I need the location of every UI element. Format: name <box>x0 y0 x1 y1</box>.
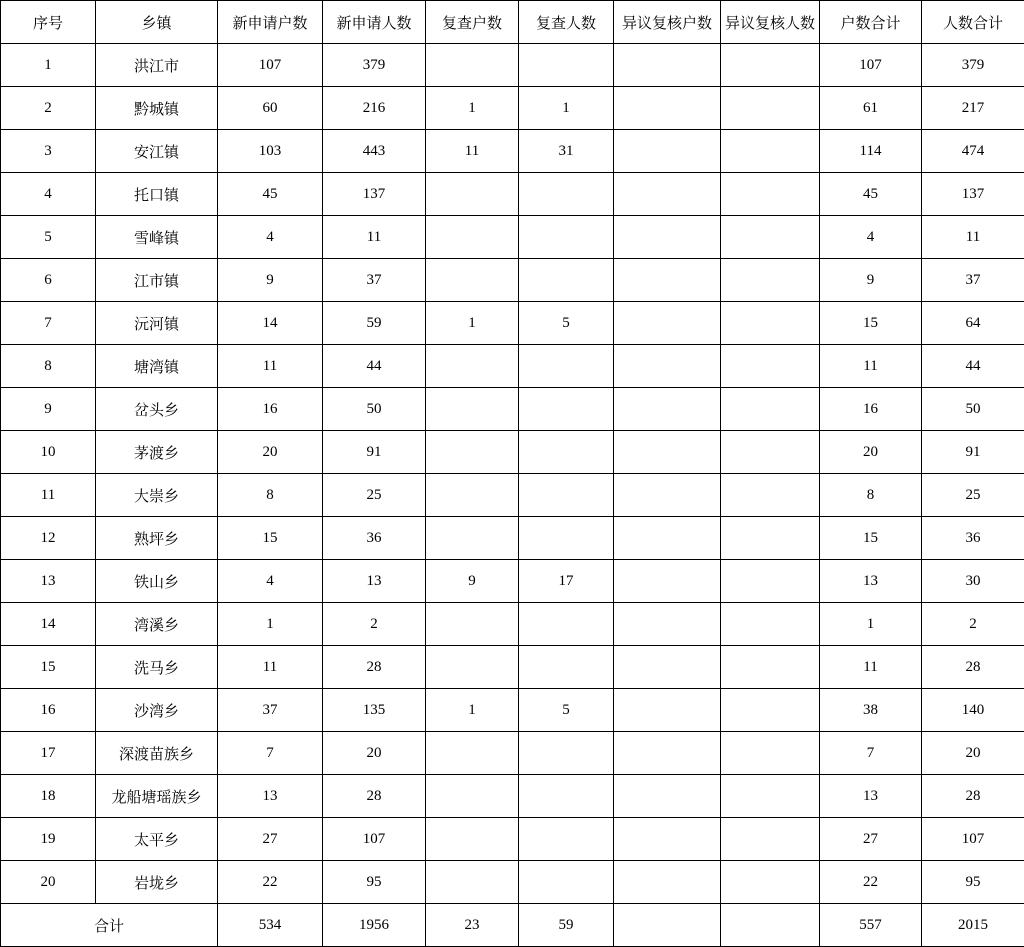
table-cell <box>519 861 614 904</box>
table-cell: 28 <box>922 646 1024 689</box>
table-cell <box>519 517 614 560</box>
table-cell: 59 <box>323 302 426 345</box>
table-cell: 龙船塘瑶族乡 <box>96 775 218 818</box>
table-cell: 1 <box>820 603 922 646</box>
table-cell: 沅河镇 <box>96 302 218 345</box>
table-cell: 9 <box>218 259 323 302</box>
table-cell: 20 <box>218 431 323 474</box>
table-cell: 太平乡 <box>96 818 218 861</box>
table-cell <box>426 259 519 302</box>
table-cell: 茅渡乡 <box>96 431 218 474</box>
table-cell <box>614 861 721 904</box>
table-cell: 27 <box>820 818 922 861</box>
table-cell: 11 <box>820 646 922 689</box>
table-cell <box>721 173 820 216</box>
table-cell: 13 <box>323 560 426 603</box>
table-cell: 379 <box>323 44 426 87</box>
table-cell <box>721 517 820 560</box>
table-row <box>1 818 1024 861</box>
table-cell: 15 <box>218 517 323 560</box>
table-cell: 14 <box>1 603 96 646</box>
table-row <box>1 775 1024 818</box>
table-cell <box>519 345 614 388</box>
table-cell: 13 <box>820 775 922 818</box>
table-cell: 16 <box>218 388 323 431</box>
table-cell <box>426 732 519 775</box>
table-cell: 5 <box>519 302 614 345</box>
table-cell: 11 <box>820 345 922 388</box>
table-row <box>1 431 1024 474</box>
table-cell: 13 <box>1 560 96 603</box>
table-cell: 95 <box>323 861 426 904</box>
table-cell <box>721 259 820 302</box>
table-cell: 洪江市 <box>96 44 218 87</box>
table-cell: 1 <box>426 302 519 345</box>
table-cell <box>614 87 721 130</box>
table-cell <box>426 775 519 818</box>
header-row <box>1 1 1024 44</box>
table-cell: 28 <box>922 775 1024 818</box>
table-cell: 36 <box>323 517 426 560</box>
table-cell <box>614 130 721 173</box>
table-cell: 17 <box>1 732 96 775</box>
table-cell: 18 <box>1 775 96 818</box>
table-cell <box>614 646 721 689</box>
table-cell: 1 <box>426 87 519 130</box>
total-label-cell: 合计 <box>1 904 218 947</box>
table-cell: 江市镇 <box>96 259 218 302</box>
table-cell: 9 <box>1 388 96 431</box>
table-row <box>1 345 1024 388</box>
table-cell <box>721 87 820 130</box>
table-cell: 61 <box>820 87 922 130</box>
table-cell: 6 <box>1 259 96 302</box>
table-cell <box>721 603 820 646</box>
table-cell <box>614 302 721 345</box>
table-cell: 20 <box>323 732 426 775</box>
table-cell: 91 <box>922 431 1024 474</box>
table-cell <box>614 732 721 775</box>
table-cell <box>614 173 721 216</box>
table-cell <box>426 603 519 646</box>
header-cell: 户数合计 <box>820 1 922 44</box>
table-cell: 14 <box>218 302 323 345</box>
table-row <box>1 732 1024 775</box>
table-cell <box>721 431 820 474</box>
total-value-cell: 59 <box>519 904 614 947</box>
total-value-cell: 557 <box>820 904 922 947</box>
table-cell: 50 <box>922 388 1024 431</box>
table-cell <box>614 431 721 474</box>
table-cell: 103 <box>218 130 323 173</box>
table-cell: 深渡苗族乡 <box>96 732 218 775</box>
table-cell: 15 <box>1 646 96 689</box>
table-row <box>1 560 1024 603</box>
table-cell <box>721 302 820 345</box>
table-cell: 雪峰镇 <box>96 216 218 259</box>
table-cell: 1 <box>218 603 323 646</box>
table-cell: 37 <box>323 259 426 302</box>
table-cell: 16 <box>820 388 922 431</box>
table-cell: 10 <box>1 431 96 474</box>
table-cell: 20 <box>922 732 1024 775</box>
table-cell: 20 <box>1 861 96 904</box>
table-cell <box>721 689 820 732</box>
header-cell: 新申请人数 <box>323 1 426 44</box>
table-cell <box>426 388 519 431</box>
table-cell <box>519 259 614 302</box>
table-cell <box>721 130 820 173</box>
table-cell <box>614 775 721 818</box>
table-cell: 217 <box>922 87 1024 130</box>
table-cell: 135 <box>323 689 426 732</box>
header-cell: 异议复核户数 <box>614 1 721 44</box>
table-cell: 36 <box>922 517 1024 560</box>
table-cell: 443 <box>323 130 426 173</box>
table-cell: 37 <box>218 689 323 732</box>
table-cell <box>426 474 519 517</box>
table-cell <box>426 646 519 689</box>
table-cell: 31 <box>519 130 614 173</box>
table-cell <box>614 388 721 431</box>
table-cell: 9 <box>426 560 519 603</box>
table-cell <box>721 861 820 904</box>
table-cell <box>721 44 820 87</box>
table-cell <box>426 216 519 259</box>
table-row <box>1 689 1024 732</box>
table-cell: 28 <box>323 775 426 818</box>
table-cell <box>519 216 614 259</box>
table-cell: 38 <box>820 689 922 732</box>
header-cell: 人数合计 <box>922 1 1024 44</box>
table-cell <box>721 216 820 259</box>
table-cell: 12 <box>1 517 96 560</box>
table-cell: 13 <box>820 560 922 603</box>
table-cell: 137 <box>922 173 1024 216</box>
table-cell: 沙湾乡 <box>96 689 218 732</box>
table-cell: 1 <box>426 689 519 732</box>
table-cell <box>426 861 519 904</box>
total-row <box>1 904 1024 947</box>
table-cell: 岩垅乡 <box>96 861 218 904</box>
header-cell: 序号 <box>1 1 96 44</box>
table-cell: 13 <box>218 775 323 818</box>
table-cell <box>614 603 721 646</box>
total-value-cell: 23 <box>426 904 519 947</box>
table-cell <box>614 517 721 560</box>
table-cell <box>721 646 820 689</box>
table-cell <box>519 732 614 775</box>
table-cell: 28 <box>323 646 426 689</box>
table-cell <box>721 474 820 517</box>
table-cell: 2 <box>1 87 96 130</box>
table-cell <box>519 173 614 216</box>
table-cell: 19 <box>1 818 96 861</box>
table-cell: 7 <box>820 732 922 775</box>
table-cell <box>519 646 614 689</box>
table-row <box>1 259 1024 302</box>
table-cell <box>426 44 519 87</box>
table-cell: 5 <box>519 689 614 732</box>
table-cell <box>519 474 614 517</box>
table-cell: 9 <box>820 259 922 302</box>
table-row <box>1 87 1024 130</box>
table-cell <box>426 173 519 216</box>
total-value-cell: 1956 <box>323 904 426 947</box>
table-cell: 11 <box>426 130 519 173</box>
table-cell: 44 <box>922 345 1024 388</box>
table-cell: 15 <box>820 517 922 560</box>
table-cell: 塘湾镇 <box>96 345 218 388</box>
table-cell: 114 <box>820 130 922 173</box>
table-cell <box>519 603 614 646</box>
header-cell: 复查户数 <box>426 1 519 44</box>
table-cell: 2 <box>922 603 1024 646</box>
table-cell: 27 <box>218 818 323 861</box>
table-cell: 湾溪乡 <box>96 603 218 646</box>
table-cell: 50 <box>323 388 426 431</box>
table-row <box>1 603 1024 646</box>
table-cell: 107 <box>922 818 1024 861</box>
table-body <box>1 44 1024 947</box>
table-row <box>1 302 1024 345</box>
table-cell: 1 <box>1 44 96 87</box>
table-cell: 洗马乡 <box>96 646 218 689</box>
table-cell: 11 <box>218 646 323 689</box>
table-cell: 25 <box>922 474 1024 517</box>
table-cell <box>519 44 614 87</box>
table-cell: 熟坪乡 <box>96 517 218 560</box>
table-cell: 2 <box>323 603 426 646</box>
table-cell: 45 <box>820 173 922 216</box>
table-row <box>1 173 1024 216</box>
table-row <box>1 861 1024 904</box>
table-cell: 15 <box>820 302 922 345</box>
table-cell: 37 <box>922 259 1024 302</box>
table-cell <box>614 216 721 259</box>
table-cell: 140 <box>922 689 1024 732</box>
total-value-cell <box>721 904 820 947</box>
header-cell: 异议复核人数 <box>721 1 820 44</box>
table-row <box>1 474 1024 517</box>
table-cell: 1 <box>519 87 614 130</box>
table-row <box>1 517 1024 560</box>
header-cell: 乡镇 <box>96 1 218 44</box>
table-cell: 8 <box>820 474 922 517</box>
total-value-cell: 2015 <box>922 904 1024 947</box>
table-cell: 铁山乡 <box>96 560 218 603</box>
table-cell: 17 <box>519 560 614 603</box>
table-cell: 4 <box>820 216 922 259</box>
table-cell: 44 <box>323 345 426 388</box>
table-cell <box>519 775 614 818</box>
table-cell <box>614 259 721 302</box>
table-cell <box>614 560 721 603</box>
table-cell: 11 <box>323 216 426 259</box>
table-cell <box>721 775 820 818</box>
table-cell <box>519 818 614 861</box>
table-cell <box>519 388 614 431</box>
table-cell: 4 <box>1 173 96 216</box>
table-cell: 7 <box>1 302 96 345</box>
table-cell <box>426 345 519 388</box>
table-cell: 16 <box>1 689 96 732</box>
table-cell: 30 <box>922 560 1024 603</box>
table-cell: 22 <box>218 861 323 904</box>
table-cell: 11 <box>1 474 96 517</box>
table-row <box>1 44 1024 87</box>
table-cell: 7 <box>218 732 323 775</box>
table-cell <box>721 732 820 775</box>
table-cell <box>426 818 519 861</box>
table-cell: 11 <box>218 345 323 388</box>
table-cell <box>614 44 721 87</box>
table-row <box>1 646 1024 689</box>
table-cell <box>614 818 721 861</box>
table-cell <box>721 345 820 388</box>
table-cell: 3 <box>1 130 96 173</box>
table-cell <box>721 818 820 861</box>
table-cell: 91 <box>323 431 426 474</box>
table-row <box>1 216 1024 259</box>
table-cell: 474 <box>922 130 1024 173</box>
table-cell <box>426 431 519 474</box>
table-cell <box>721 560 820 603</box>
table-cell <box>614 689 721 732</box>
header-cell: 复查人数 <box>519 1 614 44</box>
table-cell: 22 <box>820 861 922 904</box>
table-cell: 黔城镇 <box>96 87 218 130</box>
table-cell <box>426 517 519 560</box>
table-cell: 107 <box>218 44 323 87</box>
table-cell: 大崇乡 <box>96 474 218 517</box>
table-cell: 安江镇 <box>96 130 218 173</box>
table-cell <box>721 388 820 431</box>
table-cell: 107 <box>323 818 426 861</box>
table-cell: 137 <box>323 173 426 216</box>
table-cell: 379 <box>922 44 1024 87</box>
total-value-cell: 534 <box>218 904 323 947</box>
table-cell: 25 <box>323 474 426 517</box>
table-cell: 95 <box>922 861 1024 904</box>
table-cell: 5 <box>1 216 96 259</box>
table-cell: 4 <box>218 216 323 259</box>
table-cell: 60 <box>218 87 323 130</box>
table-cell: 107 <box>820 44 922 87</box>
table-cell: 8 <box>218 474 323 517</box>
table-cell: 64 <box>922 302 1024 345</box>
table-cell: 45 <box>218 173 323 216</box>
total-value-cell <box>614 904 721 947</box>
table-cell: 20 <box>820 431 922 474</box>
table-cell: 11 <box>922 216 1024 259</box>
table-cell: 216 <box>323 87 426 130</box>
header-cell: 新申请户数 <box>218 1 323 44</box>
table-cell <box>519 431 614 474</box>
table-cell: 托口镇 <box>96 173 218 216</box>
table-cell <box>614 345 721 388</box>
table-row <box>1 130 1024 173</box>
table-cell: 岔头乡 <box>96 388 218 431</box>
table-row <box>1 388 1024 431</box>
table-cell: 4 <box>218 560 323 603</box>
table-cell: 8 <box>1 345 96 388</box>
table-cell <box>614 474 721 517</box>
